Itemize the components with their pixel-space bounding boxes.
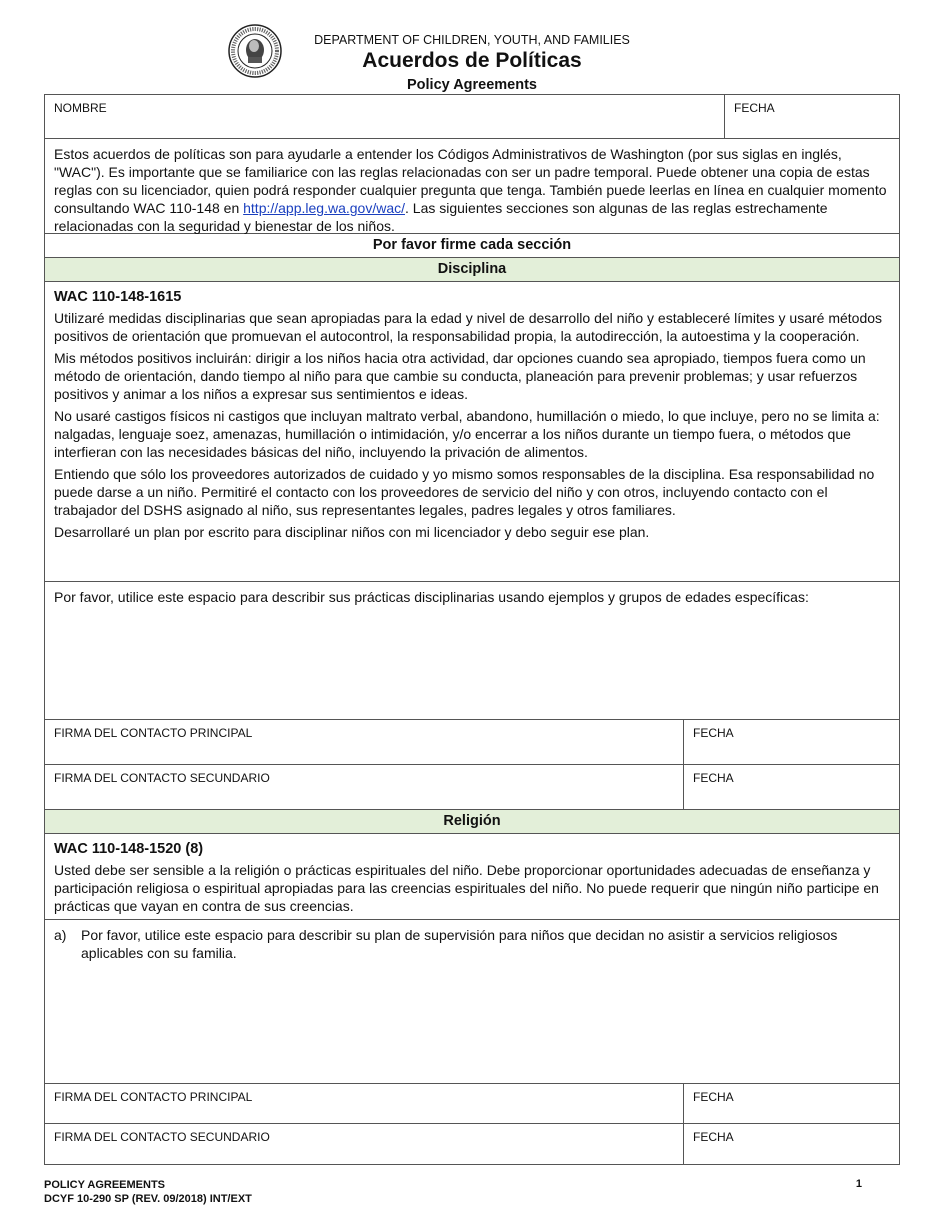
religion-secondary-signature-field[interactable] bbox=[45, 1124, 683, 1164]
religion-signature-secondary-row bbox=[44, 1124, 900, 1165]
intro-paragraph bbox=[44, 139, 900, 234]
discipline-secondary-signature-field[interactable] bbox=[45, 765, 683, 809]
religion-paragraph: Usted debe ser sensible a la religión o prácticas espirituales del niño. Debe proporcionar oportunidades adecuadas de enseñanza y participación religiosa o espiritual apropiadas para las creencias espirituales del niño. No puede requerir que ningún niño participe en prácticas que vayan en contra de sus creencias. bbox=[54, 862, 879, 914]
page-number: 1 bbox=[855, 1178, 862, 1190]
name-field[interactable] bbox=[45, 95, 724, 138]
religion-description-area[interactable] bbox=[44, 920, 900, 1084]
discipline-prompt: Por favor, utilice este espacio para describir sus prácticas disciplinarias usando ejemplos y grupos de edades específicas: bbox=[54, 589, 809, 605]
signature-label: FIRMA DEL CONTACTO SECUNDARIO bbox=[54, 1130, 270, 1144]
discipline-paragraph: Entiendo que sólo los proveedores autorizados de cuidado y yo mismo somos responsables de la disciplina. Esa responsabilidad no puede darse a un niño. Permitiré el contacto con los proveedores de servicio del niño y con otros, incluyendo contacto con el trabajador del DSHS asignado al niño, sus representantes legales, padres legales y otros familiares. bbox=[54, 466, 875, 518]
date-label: FECHA bbox=[693, 771, 734, 785]
department-name: DEPARTMENT OF CHILDREN, YOUTH, AND FAMILIES bbox=[314, 33, 630, 47]
religion-primary-date-field[interactable] bbox=[683, 1084, 899, 1123]
discipline-paragraph: Utilizaré medidas disciplinarias que sean apropiadas para la edad y nivel de desarrollo del niño y estableceré límites y usaré métodos positivos de orientación que promuevan el autocontrol, la responsabilidad propia, la autodirección, la autoestima y la cooperación. bbox=[54, 310, 883, 344]
discipline-heading: Disciplina bbox=[44, 258, 900, 282]
date-field[interactable] bbox=[724, 95, 899, 138]
discipline-signature-primary-row bbox=[44, 720, 900, 765]
item-label: a) bbox=[54, 927, 67, 943]
intro-text: Estos acuerdos de políticas son para ayudarle a entender los Códigos Administrativos de Washington (por sus siglas en inglés, "WAC"). Es importante que se familiarice con las reglas relacionadas con ser un padre temporal. Puede obtener una copia de estas reglas con su licenciador, quien podrá responder cualquier pregunta que tenga. También puede leerlas en línea en cualquier momento consultando WAC 110-148 en bbox=[54, 146, 887, 216]
discipline-secondary-date-field[interactable] bbox=[683, 765, 899, 809]
signature-label: FIRMA DEL CONTACTO PRINCIPAL bbox=[54, 1090, 253, 1104]
religion-prompt: Por favor, utilice este espacio para describir su plan de supervisión para niños que decidan no asistir a servicios religiosos aplicables con su familia. bbox=[81, 927, 838, 961]
policy-form bbox=[44, 94, 900, 1165]
religion-heading: Religión bbox=[44, 810, 900, 834]
religion-secondary-date-field[interactable] bbox=[683, 1124, 899, 1164]
date-label: FECHA bbox=[693, 1130, 734, 1144]
signature-label: FIRMA DEL CONTACTO SECUNDARIO bbox=[54, 771, 270, 785]
sign-each-section: Por favor firme cada sección bbox=[44, 234, 900, 258]
discipline-wac: WAC 110-148-1615 bbox=[54, 289, 182, 305]
name-date-row bbox=[44, 94, 900, 139]
footer-line1: POLICY AGREEMENTS bbox=[44, 1179, 166, 1191]
religion-wac: WAC 110-148-1520 (8) bbox=[54, 841, 204, 857]
wac-link[interactable]: http://app.leg.wa.gov/wac/ bbox=[243, 200, 405, 216]
date-label: FECHA bbox=[734, 101, 775, 115]
religion-prompt-item bbox=[54, 926, 890, 962]
discipline-primary-signature-field[interactable] bbox=[45, 720, 683, 764]
discipline-paragraph: Desarrollaré un plan por escrito para disciplinar niños con mi licenciador y debo seguir ese plan. bbox=[54, 524, 650, 540]
date-label: FECHA bbox=[693, 726, 734, 740]
religion-primary-signature-field[interactable] bbox=[45, 1084, 683, 1123]
footer-line2: DCYF 10-290 SP (REV. 09/2018) INT/EXT bbox=[44, 1193, 252, 1205]
discipline-paragraph: Mis métodos positivos incluirán: dirigir a los niños hacia otra actividad, dar opciones cuando sea apropiado, tiempos fuera como un método de orientación, dando tiempo al niño para que cambie su conducta, planeación para prevenir problemas; y usar refuerzos positivos y animar a los niños a expresar sus sentimientos e ideas. bbox=[54, 350, 866, 402]
religion-rules bbox=[44, 834, 900, 920]
signature-label: FIRMA DEL CONTACTO PRINCIPAL bbox=[54, 726, 253, 740]
date-label: FECHA bbox=[693, 1090, 734, 1104]
page-subtitle: Policy Agreements bbox=[406, 77, 537, 93]
page-title: Acuerdos de Políticas bbox=[362, 49, 582, 72]
name-label: NOMBRE bbox=[54, 101, 107, 115]
discipline-rules bbox=[44, 282, 900, 582]
footer-form-id bbox=[44, 1178, 252, 1206]
discipline-paragraph: No usaré castigos físicos ni castigos que incluyan maltrato verbal, abandono, humillación o miedo, lo que incluye, pero no se limita a: nalgadas, lenguaje soez, amenazas, humillación o intimidación, y/o encerrar a los niños durante un tiempo fuera, o métodos que interfieran con las necesidades básicas del niño, incluyendo la privación de alimentos. bbox=[54, 408, 880, 460]
discipline-description-area[interactable] bbox=[44, 582, 900, 720]
discipline-primary-date-field[interactable] bbox=[683, 720, 899, 764]
religion-signature-primary-row bbox=[44, 1084, 900, 1124]
discipline-signature-secondary-row bbox=[44, 765, 900, 810]
intro-text-end: . Las siguientes secciones son algunas de las reglas estrechamente relacionadas con la seguridad y bienestar de los niños. bbox=[54, 200, 828, 234]
